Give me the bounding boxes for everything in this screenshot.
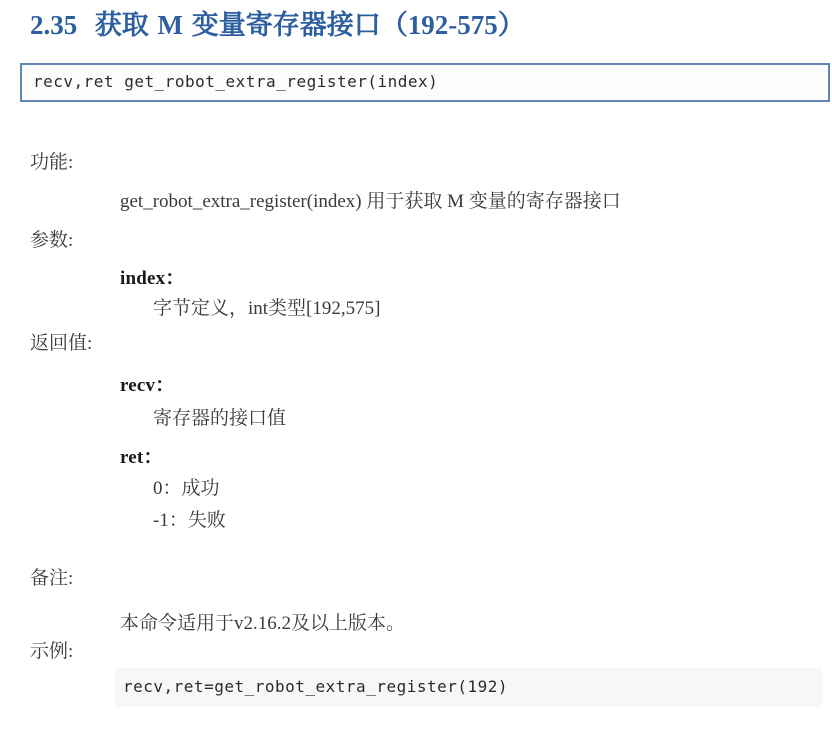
param-name-index: index： [120, 268, 185, 289]
notes-text: 本命令适用于v2.16.2及以上版本。 [120, 613, 406, 634]
return-name-recv: recv： [120, 375, 175, 396]
params-label: 参数: [30, 230, 74, 251]
function-label: 功能: [30, 152, 74, 173]
function-signature-block [20, 63, 830, 102]
return-ret-success-value: 0：成功 [153, 478, 220, 499]
returns-label: 返回值: [30, 333, 93, 354]
return-ret-failure-value: -1：失败 [153, 510, 226, 531]
example-code-block [115, 668, 822, 707]
return-name-ret: ret： [120, 447, 163, 468]
param-index-description: 字节定义，int类型[192,575] [153, 298, 381, 319]
section-title: 2.35 获取 M 变量寄存器接口（192-575） [30, 10, 525, 40]
function-description: get_robot_extra_register(index) 用于获取 M 变量的寄存器接口 [120, 191, 621, 212]
example-label: 示例: [30, 641, 74, 662]
function-signature: recv,ret get_robot_extra_register(index) [33, 72, 439, 91]
notes-label: 备注: [30, 568, 74, 589]
return-recv-description: 寄存器的接口值 [153, 408, 287, 429]
example-code: recv,ret=get_robot_extra_register(192) [123, 677, 509, 696]
